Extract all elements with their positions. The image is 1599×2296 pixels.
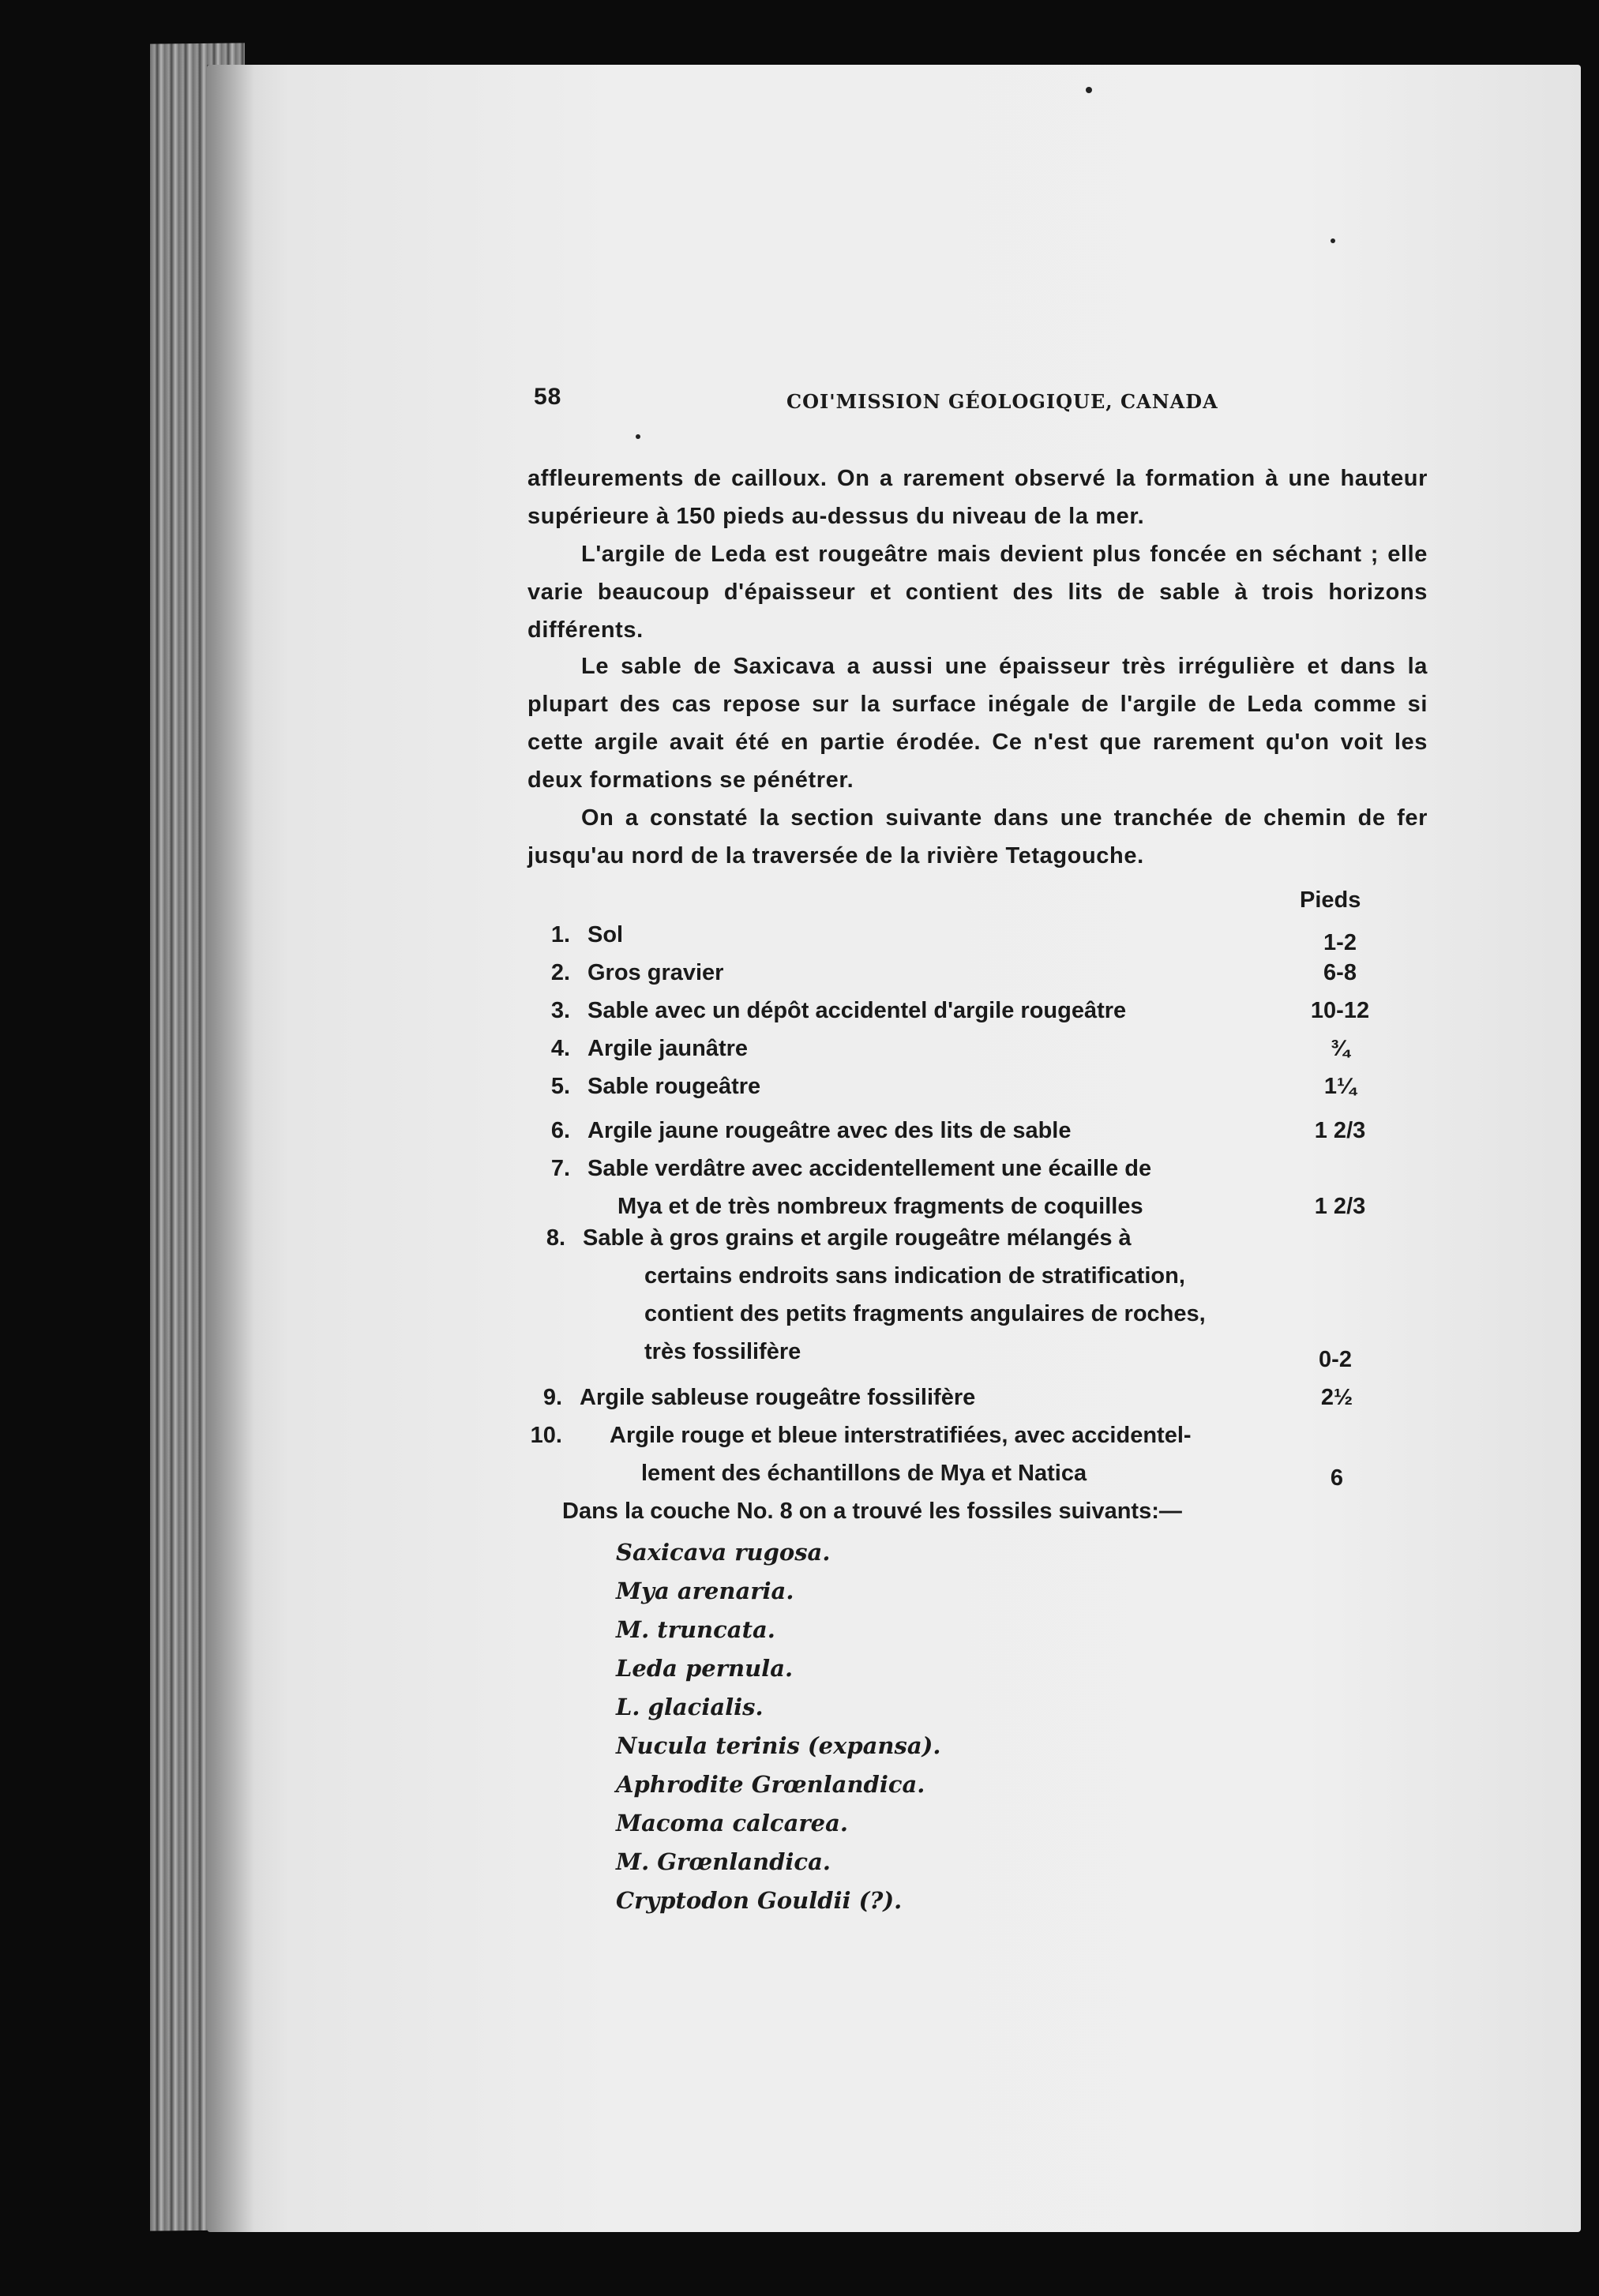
list-item: Leda pernula. <box>616 1655 794 1682</box>
row-description-line: Sable verdâtre avec accidentellement une écaille de <box>587 1156 1152 1181</box>
row-number: 5. <box>550 1074 570 1099</box>
paragraph: affleurements de cailloux. On a rarement observé la formation à une hauteur supérieure à 150 pieds au-dessus du niveau de la mer. <box>527 466 1428 529</box>
row-description-line: Argile rouge et bleue interstratifiées, avec accidentel- <box>610 1423 1192 1448</box>
row-description: Argile sableuse rougeâtre fossilifère <box>580 1385 976 1410</box>
row-description-line: certains endroits sans indication de stratification, <box>644 1263 1185 1289</box>
row-description: Argile jaune rougeâtre avec des lits de sable <box>587 1118 1072 1143</box>
list-item: M. Grœnlandica. <box>616 1848 831 1875</box>
page-gutter-shadow <box>207 65 254 2232</box>
row-description-line: Mya et de très nombreux fragments de coquilles <box>617 1194 1143 1219</box>
row-number: 4. <box>550 1036 570 1061</box>
row-description: Sol <box>587 922 624 947</box>
row-description-line: très fossilifère <box>644 1339 801 1364</box>
row-number: 10. <box>530 1423 562 1448</box>
list-item: Mya arenaria. <box>616 1578 794 1604</box>
list-item: Aphrodite Grœnlandica. <box>616 1771 925 1798</box>
speck <box>1331 238 1335 243</box>
unit-header: Pieds <box>1300 887 1361 913</box>
row-description-line: Sable à gros grains et argile rougeâtre mélangés à <box>583 1225 1132 1251</box>
row-number: 1. <box>550 922 570 947</box>
speck <box>636 434 640 439</box>
paragraph: L'argile de Leda est rougeâtre mais devient plus foncée en séchant ; elle varie beaucoup d'épaisseur et contient des lits de sable à trois horizons différents. <box>527 542 1428 643</box>
row-number: 2. <box>550 960 570 985</box>
speck <box>1086 87 1092 93</box>
row-value: ¾ <box>1330 1036 1350 1061</box>
row-description: Sable avec un dépôt accidentel d'argile rougeâtre <box>587 998 1127 1023</box>
row-description: Sable rougeâtre <box>587 1074 761 1099</box>
row-value: 0-2 <box>1319 1347 1352 1372</box>
row-value: 2½ <box>1320 1385 1353 1410</box>
row-value: 6-8 <box>1323 960 1357 985</box>
list-item: Saxicava rugosa. <box>616 1539 831 1566</box>
row-number: 9. <box>542 1385 562 1410</box>
running-title: COI'MISSION GÉOLOGIQUE, CANADA <box>786 390 1218 413</box>
list-item: M. truncata. <box>616 1616 775 1643</box>
paragraph: On a constaté la section suivante dans une tranchée de chemin de fer jusqu'au nord de la traversée de la rivière Tetagouche. <box>527 805 1428 869</box>
running-head <box>534 384 1426 415</box>
list-item: Nucula terinis (expansa). <box>616 1732 941 1759</box>
list-item: Cryptodon Gouldii (?). <box>616 1887 903 1914</box>
list-item: L. glacialis. <box>616 1694 764 1720</box>
row-description-line: contient des petits fragments angulaires de roches, <box>644 1301 1206 1326</box>
paragraph: Le sable de Saxicava a aussi une épaisseur très irrégulière et dans la plupart des cas repose sur la surface inégale de l'argile de Leda comme si cette argile avait été en partie érodée. Ce n'est que rarement qu'on voit les deux formations se pénétrer. <box>527 654 1428 793</box>
row-description: Gros gravier <box>587 960 724 985</box>
row-value: 1¼ <box>1323 1074 1357 1099</box>
row-description-line: lement des échantillons de Mya et Natica <box>641 1461 1087 1486</box>
row-description: Argile jaunâtre <box>587 1036 749 1061</box>
page-number: 58 <box>534 384 562 410</box>
fossil-intro: Dans la couche No. 8 on a trouvé les fossiles suivants:— <box>562 1499 1182 1524</box>
row-value: 10-12 <box>1310 998 1370 1023</box>
row-number: 8. <box>546 1225 565 1251</box>
row-number: 3. <box>550 998 570 1023</box>
row-value: 1-2 <box>1323 930 1357 955</box>
row-value: 1 2/3 <box>1314 1118 1366 1143</box>
row-number: 6. <box>550 1118 570 1143</box>
row-number: 7. <box>550 1156 570 1181</box>
row-value: 6 <box>1330 1465 1344 1491</box>
row-value: 1 2/3 <box>1314 1194 1366 1219</box>
fossil-list <box>616 1533 940 1920</box>
list-item: Macoma calcarea. <box>616 1810 848 1836</box>
